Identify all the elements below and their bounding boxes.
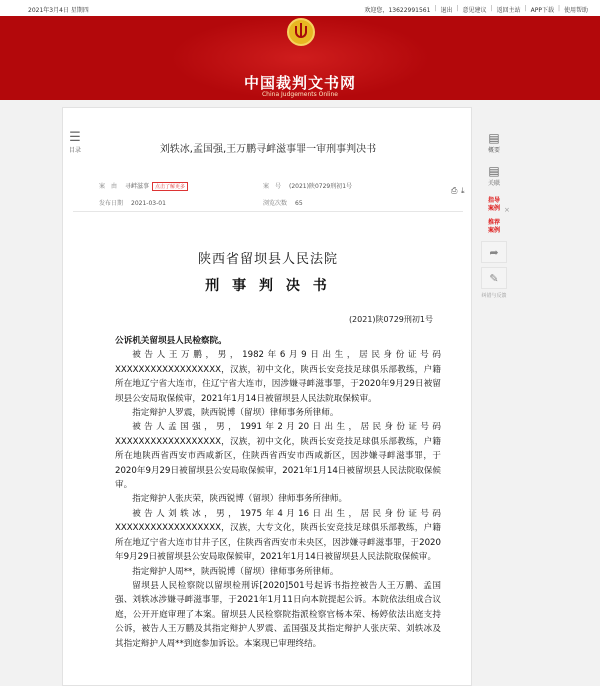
recommended-cases-button[interactable]: 推荐案例	[487, 219, 500, 234]
site-banner	[0, 16, 600, 100]
learn-more-tag[interactable]: 点击了解更多	[152, 182, 188, 191]
app-download-link[interactable]: APP下载	[530, 7, 554, 14]
paragraph: 留坝县人民检察院以留坝检刑诉[2020]501号起诉书指控被告人王万鹏、孟国强、刘轶冰涉嫌寻衅滋事罪，于2021年1月11日向本院提起公诉。本院依法组成合议庭，公开开庭审理了本案。留坝县人民检察院指派检察官杨本荣、杨婷依法出庭支持公诉，被告人王万鹏及其指定辩护人罗震、孟国强及其指定辩护人张庆荣、刘轶冰及其指定辩护人周**到庭参加诉讼。本案现已审理终结。	[115, 580, 441, 649]
document-body	[115, 334, 441, 651]
share-icon[interactable]: ➦	[481, 241, 507, 263]
top-links: 欢迎您，13622991561 | 退出 | 意见建议 | 返回主站 | APP下载 | 使用帮助	[364, 5, 588, 14]
court-emblem-icon	[287, 18, 315, 46]
guide-cases-button[interactable]: 指导案例	[487, 197, 500, 212]
print-icon[interactable]: ⎙	[451, 186, 458, 195]
court-name: 陕西省留坝县人民法院	[197, 252, 338, 267]
meta-views: 浏览次数 65	[263, 200, 303, 207]
paragraph: 指定辩护人张庆荣，陕西锐博（留坝）律师事务所律师。	[132, 494, 348, 505]
meta-caseno: 案 号 (2021)陕0729刑初1号	[263, 183, 353, 190]
top-bar	[0, 0, 600, 16]
document-paper	[62, 107, 472, 686]
paragraph: 指定辩护人罗震，陕西锐博（留坝）律师事务所律师。	[132, 408, 339, 419]
welcome-user: 欢迎您，13622991561	[364, 7, 431, 14]
close-icon[interactable]: ×	[504, 206, 510, 214]
meta-date: 发布日期 2021-03-01	[99, 200, 166, 207]
paragraph: 公诉机关留坝县人民检察院。	[115, 336, 227, 346]
paragraph: 被告人孟国强，男，1991年2月20日出生，居民身份证号码XXXXXXXXXXXXXXXXXX，汉族，初中文化，陕西长安竞技足球俱乐部教练，户籍所在地陕西省西安市西咸新区，住陕西省西安市西咸新区，因涉嫌寻衅滋事罪，于2020年9月29日被留坝县公安局取保候审，2021年1月14日被留坝县人民法院取保候审。	[115, 422, 441, 491]
related-button[interactable]: ▤ 关联	[480, 164, 508, 187]
help-link[interactable]: 使用帮助	[563, 7, 588, 14]
summary-icon: ▤	[488, 131, 500, 145]
site-title[interactable]: 中国裁判文书网	[243, 74, 356, 92]
site-subtitle: China Judgements Online	[261, 91, 338, 98]
document-type: 刑 事 判 决 书	[205, 278, 331, 294]
feedback-link[interactable]: 意见建议	[462, 7, 487, 14]
case-number: (2021)陕0729刑初1号	[348, 315, 433, 324]
download-icon[interactable]: ⤓	[461, 186, 465, 195]
meta-cause: 案 由 寻衅滋事 点击了解更多	[99, 181, 188, 191]
paragraph: 被告人王万鹏，男，1982年6月9日出生，居民身份证号码XXXXXXXXXXXXXXXXXX，汉族，初中文化，陕西长安竞技足球俱乐部教练，户籍所在地辽宁省大连市，住辽宁省大连市，因涉嫌寻衅滋事罪，于2020年9月29日被留坝县公安局取保候审，2021年1月14日被留坝县人民法院取保候审。	[115, 350, 441, 404]
paragraph: 指定辩护人周**，陕西锐博（留坝）律师事务所律师。	[132, 566, 339, 577]
edit-icon[interactable]: ✎	[481, 267, 507, 289]
current-date: 2021年3月4日 星期四	[28, 7, 89, 14]
paragraph: 被告人刘轶冰，男，1975年4月16日出生，居民身份证号码XXXXXXXXXXXXXXXXXX，汉族，大专文化，陕西长安竞技足球俱乐部教练，户籍所在地辽宁省大连市甘井子区，住陕西省西安市未央区，因涉嫌寻衅滋事罪，于2020年9月29日被留坝县公安局取保候审，2021年1月14日被留坝县人民法院取保候审。	[115, 508, 441, 563]
related-icon: ▤	[488, 164, 500, 178]
home-link[interactable]: 返回主站	[496, 7, 521, 14]
right-toolbar	[480, 131, 508, 300]
summary-button[interactable]: ▤ 概要	[480, 131, 508, 154]
logout-link[interactable]: 退出	[440, 7, 453, 14]
toc-button[interactable]: ☰ 目录	[64, 131, 86, 154]
list-icon: ☰	[69, 130, 81, 145]
correction-label[interactable]: 纠错与反馈	[481, 293, 507, 299]
document-title: 刘轶冰,孟国强,王万鹏寻衅滋事罪一审刑事判决书	[159, 144, 377, 155]
